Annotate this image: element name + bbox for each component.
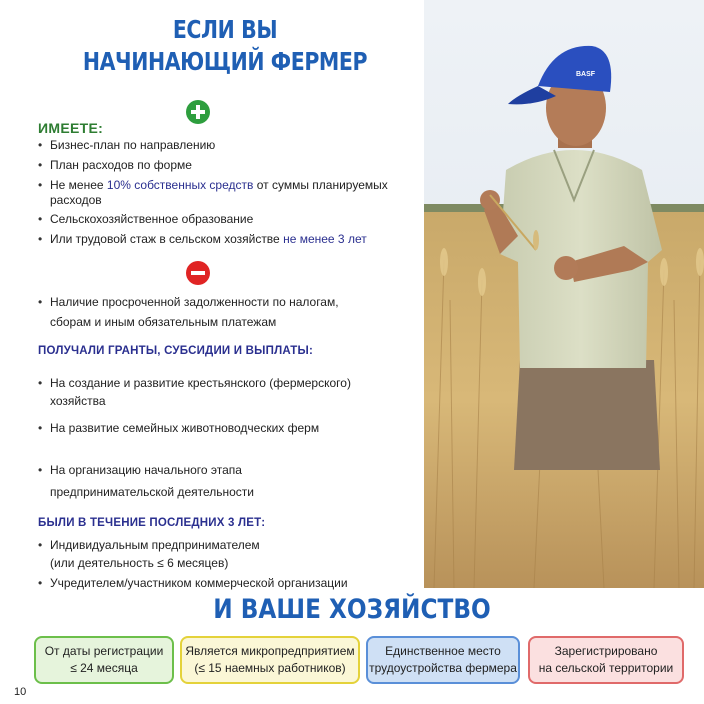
list-item: • Не менее 10% собственных средств от суммы планируемых расходов <box>38 178 388 208</box>
list-item: • На создание и развитие крестьянского (фермерского) хозяйства <box>38 374 351 410</box>
criteria-box-rural: Зарегистрировано на сельской территории <box>528 636 684 684</box>
criteria-box-registration: От даты регистрации ≤ 24 месяца <box>34 636 174 684</box>
list-item: • На развитие семейных животноводческих ферм <box>38 421 319 436</box>
farmer-photo <box>424 0 704 588</box>
page-title-line2: НАЧИНАЮЩИЙ ФЕРМЕР <box>82 47 368 76</box>
not-have-list <box>38 292 339 332</box>
farm-title: И ВАШЕ ХОЗЯЙСТВО <box>213 594 491 625</box>
list-item: • Сельскохозяйственное образование <box>38 212 388 227</box>
grants-list-3 <box>38 459 254 503</box>
grants-list-2 <box>38 421 319 436</box>
list-item: • Индивидуальным предпринимателем (или деятельность ≤ 6 месяцев) <box>38 536 348 572</box>
minus-icon <box>186 261 210 285</box>
cap-logo: BASF <box>576 71 596 78</box>
plus-icon <box>186 100 210 124</box>
page-number: 10 <box>14 686 27 698</box>
criteria-box-micro-enterprise: Является микропредприятием (≤ 15 наемных работников) <box>180 636 360 684</box>
have-list <box>38 138 388 252</box>
list-item: • Бизнес-план по направлению <box>38 138 388 153</box>
list-item: • План расходов по форме <box>38 158 388 173</box>
criteria-box-employment: Единственное место трудоустройства фермера <box>366 636 520 684</box>
last3-list <box>38 536 348 592</box>
grants-list <box>38 374 351 410</box>
page-title <box>73 14 376 78</box>
page-title-line1: ЕСЛИ ВЫ <box>172 15 278 44</box>
grants-heading: ПОЛУЧАЛИ ГРАНТЫ, СУБСИДИИ И ВЫПЛАТЫ: <box>38 345 313 357</box>
have-heading: ИМЕЕТЕ: <box>38 120 104 136</box>
last3-heading: БЫЛИ В ТЕЧЕНИЕ ПОСЛЕДНИХ 3 ЛЕТ: <box>38 517 266 529</box>
list-item: • Или трудовой стаж в сельском хозяйстве не менее 3 лет <box>38 232 388 247</box>
list-item: • На организацию начального этапа предпринимательской деятельности <box>38 459 254 503</box>
list-item: • Наличие просроченной задолженности по налогам, сборам и иным обязательным платежам <box>38 292 339 332</box>
list-item: • Учредителем/участником коммерческой организации <box>38 574 348 592</box>
